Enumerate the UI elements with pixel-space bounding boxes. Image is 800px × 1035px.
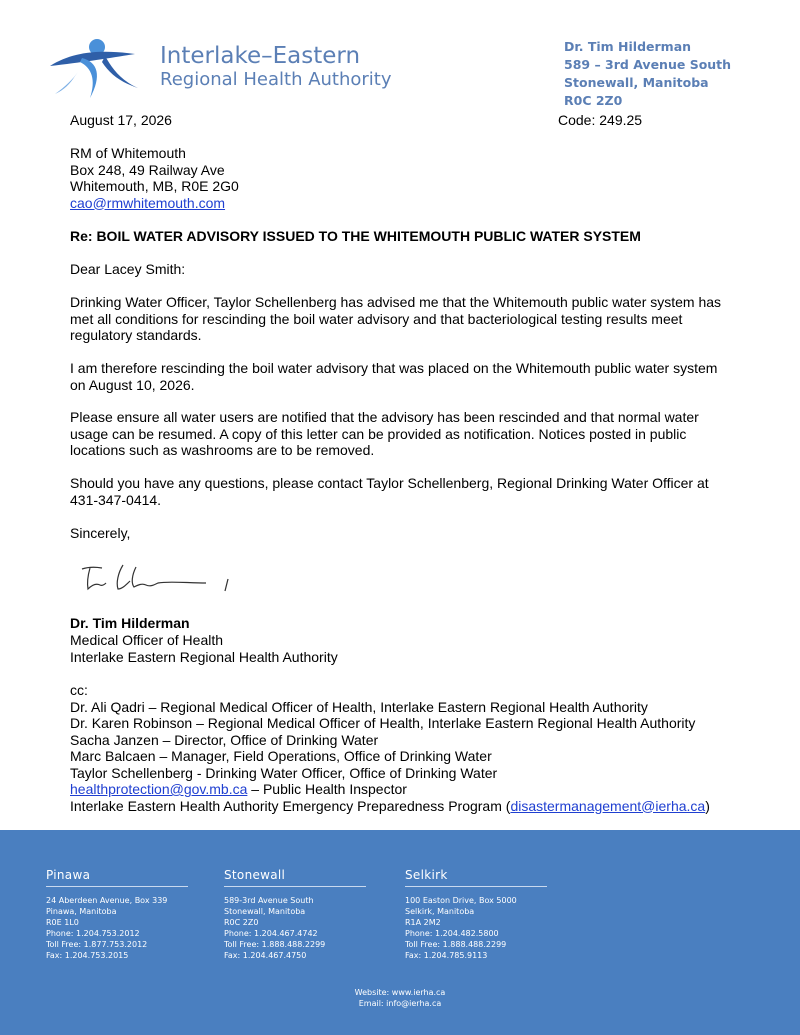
- office-toll-free: Toll Free: 1.877.753.2012: [46, 940, 148, 949]
- office-details: [405, 895, 555, 961]
- sender-postal: R0C 2Z0: [564, 93, 623, 108]
- body-paragraph: Should you have any questions, please contact Taylor Schellenberg, Regional Drinking Water Officer at 431-347-0414.: [70, 475, 709, 508]
- cc-recipient: Sacha Janzen – Director, Office of Drinking Water: [70, 731, 379, 748]
- office-town: Stonewall, Manitoba: [224, 907, 306, 916]
- office-postal: R0E 1L0: [46, 918, 79, 927]
- office-postal: R1A 2M2: [405, 918, 441, 927]
- cc-recipient: Taylor Schellenberg - Drinking Water Officer, Office of Drinking Water: [70, 764, 498, 781]
- office-stonewall: [224, 868, 374, 961]
- recipient-email-link[interactable]: cao@rmwhitemouth.com: [70, 194, 226, 211]
- office-fax: Fax: 1.204.467.4750: [224, 951, 307, 960]
- office-town: Selkirk, Manitoba: [405, 907, 475, 916]
- letterhead-footer: [0, 830, 800, 1035]
- office-phone: Phone: 1.204.753.2012: [46, 929, 140, 938]
- sender-city: Stonewall, Manitoba: [564, 75, 709, 90]
- office-address: 589-3rd Avenue South: [224, 896, 314, 905]
- footer-contact: [0, 987, 800, 1009]
- office-city: Selkirk: [405, 868, 547, 887]
- org-name-line1: Interlake–Eastern: [160, 43, 361, 69]
- office-details: [46, 895, 196, 961]
- letter-subject: Re: BOIL WATER ADVISORY ISSUED TO THE WHITEMOUTH PUBLIC WATER SYSTEM: [70, 228, 641, 244]
- cc-label: cc:: [70, 682, 88, 698]
- office-pinawa: [46, 868, 196, 961]
- office-fax: Fax: 1.204.785.9113: [405, 951, 488, 960]
- office-address: 100 Easton Drive, Box 5000: [405, 896, 517, 905]
- cc-recipient: Marc Balcaen – Manager, Field Operations, Office of Drinking Water: [70, 748, 492, 764]
- cc-recipient: Dr. Karen Robinson – Regional Medical Officer of Health, Interlake Eastern Regional Health Authority: [70, 715, 696, 731]
- body-paragraph: Please ensure all water users are notified that the advisory has been rescinded and that normal water usage can be resumed. A copy of this letter can be provided as notification. Notices posted in public locations such as washrooms are to be removed.: [70, 409, 699, 458]
- office-town: Pinawa, Manitoba: [46, 907, 117, 916]
- cc-recipient: [70, 798, 710, 815]
- office-phone: Phone: 1.204.467.4742: [224, 929, 318, 938]
- recipient-street: Box 248, 49 Railway Ave: [70, 161, 225, 178]
- footer-website[interactable]: Website: www.ierha.ca: [354, 988, 446, 997]
- closing: Sincerely,: [70, 525, 131, 541]
- body-paragraph: Drinking Water Officer, Taylor Schellenberg has advised me that the Whitemouth public water system has met all conditions for rescinding the boil water advisory and that bacteriological testing results meet regulatory standards.: [70, 294, 722, 343]
- org-name-line2: Regional Health Authority: [160, 69, 392, 91]
- recipient-city: Whitemouth, MB, R0E 2G0: [70, 178, 239, 194]
- recipient-name: RM of Whitemouth: [70, 145, 186, 161]
- office-phone: Phone: 1.204.482.5800: [405, 929, 499, 938]
- letter-code: Code: 249.25: [558, 112, 643, 128]
- signer-title: Medical Officer of Health: [70, 632, 224, 648]
- signer-organization: Interlake Eastern Regional Health Authority: [70, 649, 338, 665]
- cc-program-prefix: Interlake Eastern Health Authority Emergency Preparedness Program (: [70, 797, 511, 814]
- office-fax: Fax: 1.204.753.2015: [46, 951, 129, 960]
- cc-recipient: Dr. Ali Qadri – Regional Medical Officer of Health, Interlake Eastern Regional Health Authority: [70, 698, 648, 715]
- office-selkirk: [405, 868, 555, 961]
- office-city: Stonewall: [224, 868, 366, 887]
- cc-email-suffix: – Public Health Inspector: [247, 781, 407, 797]
- signer-name: Dr. Tim Hilderman: [70, 615, 190, 631]
- letter-date: August 17, 2026: [70, 112, 172, 128]
- office-toll-free: Toll Free: 1.888.488.2299: [224, 940, 326, 949]
- office-details: [224, 895, 374, 961]
- footer-email[interactable]: Email: info@ierha.ca: [358, 999, 442, 1008]
- disaster-management-email-link[interactable]: disastermanagement@ierha.ca: [510, 797, 706, 814]
- handwritten-signature: [78, 561, 248, 595]
- office-toll-free: Toll Free: 1.888.488.2299: [405, 940, 507, 949]
- sender-street: 589 – 3rd Avenue South: [564, 57, 732, 72]
- office-city: Pinawa: [46, 868, 188, 887]
- sender-name: Dr. Tim Hilderman: [564, 39, 692, 54]
- sender-address: [564, 38, 731, 110]
- health-protection-email-link[interactable]: healthprotection@gov.mb.ca: [70, 781, 248, 797]
- organization-name: [160, 44, 392, 90]
- cc-recipient: [70, 781, 407, 798]
- body-paragraph: I am therefore rescinding the boil water advisory that was placed on the Whitemouth public water system on August 10, 2026.: [70, 360, 718, 393]
- cc-program-suffix: ): [705, 797, 710, 814]
- office-address: 24 Aberdeen Avenue, Box 339: [46, 896, 168, 905]
- salutation: Dear Lacey Smith:: [70, 261, 186, 277]
- office-postal: R0C 2Z0: [224, 918, 259, 927]
